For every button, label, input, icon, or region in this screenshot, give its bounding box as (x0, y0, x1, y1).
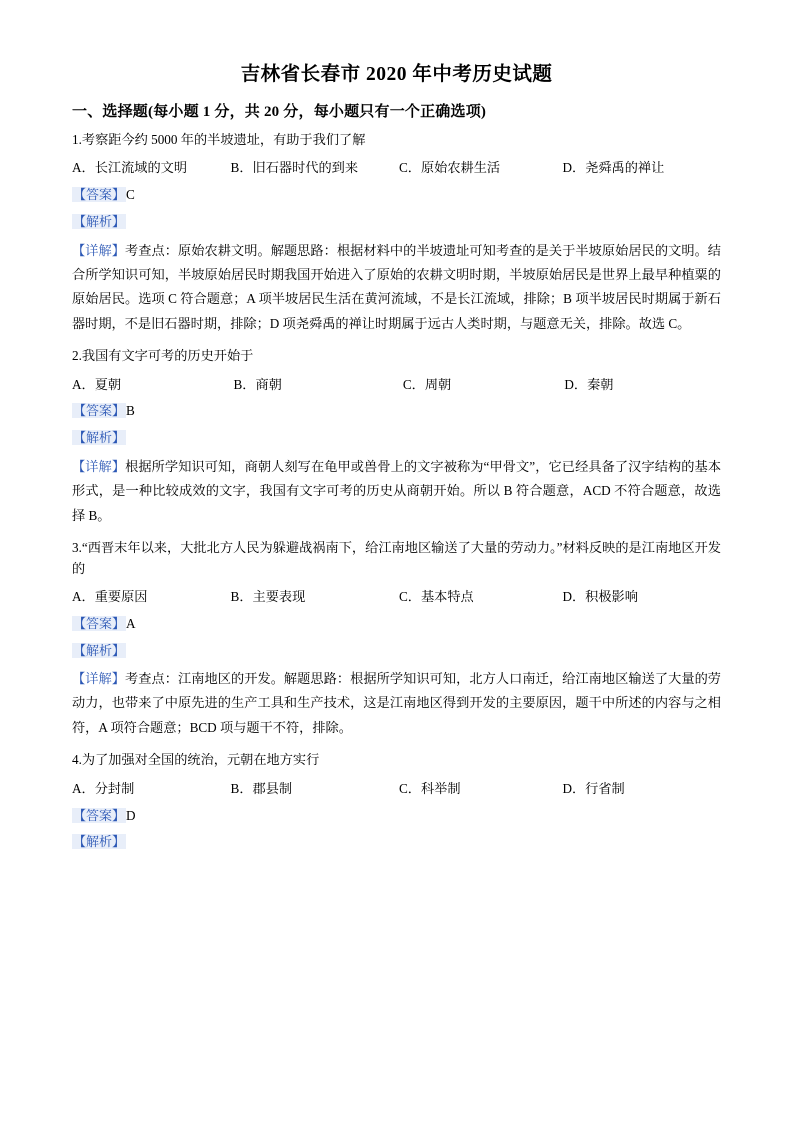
option-row (72, 375, 721, 395)
analysis-label: 【解析】 (73, 642, 126, 658)
analysis-line (72, 641, 721, 661)
analysis-label: 【解析】 (73, 430, 126, 446)
answer-value: D (126, 807, 136, 823)
option-a[interactable]: A．夏朝 (72, 376, 122, 392)
question-block-4 (72, 750, 721, 852)
analysis-label: 【解析】 (73, 834, 126, 850)
option-d[interactable]: D．行省制 (562, 780, 625, 796)
option-a[interactable]: A．长江流域的文明 (72, 160, 188, 176)
analysis-label: 【解析】 (73, 214, 126, 230)
question-stem: 1.考察距今约 5000 年的半坡遗址，有助于我们了解 (72, 132, 366, 147)
answer-label: 【答案】 (73, 187, 126, 203)
question-block-2 (72, 346, 721, 528)
question-block-3 (72, 538, 721, 740)
answer-value: C (126, 187, 135, 203)
detail-text: 考查点：原始农耕文明。解题思路：根据材料中的半坡遗址可知考查的是关于半坡原始居民的文明。结合所学知识可知，半坡原始居民时期我国开始进入了原始的农耕文明时期，半坡原始居民是世界上最早种植粟的原始居民。选项 C 符合题意；A 项半坡居民生活在黄河流域，不是长江流域，排除；B 项半坡居民时期属于新石器时期，不是旧石器时期，排除；D 项尧舜禹的禅让时期属于远古人类时期，与题意无关，排除。故选 C。 (72, 242, 721, 331)
answer-value: A (126, 615, 136, 631)
answer-label: 【答案】 (73, 615, 126, 631)
detail-paragraph (72, 667, 721, 740)
question-stem: 2.我国有文字可考的历史开始于 (72, 348, 254, 364)
option-c[interactable]: C．周朝 (402, 376, 452, 392)
option-b[interactable]: B．郡县制 (230, 780, 293, 796)
option-c[interactable]: C．科举制 (398, 780, 461, 796)
detail-paragraph (72, 239, 721, 337)
answer-line (72, 614, 721, 634)
answer-line (72, 401, 721, 421)
option-b[interactable]: B．商朝 (233, 376, 282, 392)
option-c[interactable]: C．基本特点 (398, 588, 474, 604)
section-heading: 一、选择题(每小题 1 分，共 20 分，每小题只有一个正确选项) (72, 104, 487, 120)
answer-line (72, 185, 721, 205)
option-a[interactable]: A．重要原因 (72, 588, 148, 604)
option-c[interactable]: C．原始农耕生活 (398, 160, 501, 176)
analysis-line (72, 832, 721, 852)
detail-label: 【详解】 (72, 242, 125, 258)
option-d[interactable]: D．积极影响 (562, 588, 638, 604)
detail-paragraph (72, 455, 721, 528)
page-title: 吉林省长春市 2020 年中考历史试题 (240, 64, 553, 85)
answer-label: 【答案】 (73, 403, 126, 419)
question-stem: 3.“西晋末年以来，大批北方人民为躲避战祸南下，给江南地区输送了大量的劳动力。”材料反映的是江南地区开发的 (72, 540, 721, 576)
answer-label: 【答案】 (73, 807, 126, 823)
option-row (72, 587, 721, 607)
option-d[interactable]: D．秦朝 (564, 376, 614, 392)
option-row (72, 779, 721, 799)
detail-label: 【详解】 (72, 458, 126, 474)
answer-value: B (126, 403, 135, 419)
analysis-line (72, 212, 721, 232)
detail-text: 考查点：江南地区的开发。解题思路：根据所学知识可知，北方人口南迁，给江南地区输送了大量的劳动力，也带来了中原先进的生产工具和生产技术，这是江南地区得到开发的主要原因，题干中所述的内容与之相符，A 项符合题意；BCD 项与题干不符，排除。 (72, 671, 721, 735)
option-a[interactable]: A．分封制 (72, 780, 135, 796)
question-block-1 (72, 130, 721, 336)
answer-line (72, 806, 721, 826)
detail-label: 【详解】 (72, 671, 125, 687)
question-stem: 4.为了加强对全国的统治，元朝在地方实行 (72, 752, 320, 768)
option-b[interactable]: B．旧石器时代的到来 (230, 160, 359, 176)
option-row (72, 158, 721, 178)
detail-text: 根据所学知识可知，商朝人刻写在龟甲或兽骨上的文字被称为“甲骨文”，它已经具备了汉字结构的基本形式，是一种比较成效的文字，我国有文字可考的历史从商朝开始。所以 B 符合题意，ACD 不符合题意，故选择 B。 (72, 458, 722, 523)
option-d[interactable]: D．尧舜禹的禅让 (562, 160, 665, 176)
option-b[interactable]: B．主要表现 (230, 588, 306, 604)
analysis-line (72, 428, 721, 448)
